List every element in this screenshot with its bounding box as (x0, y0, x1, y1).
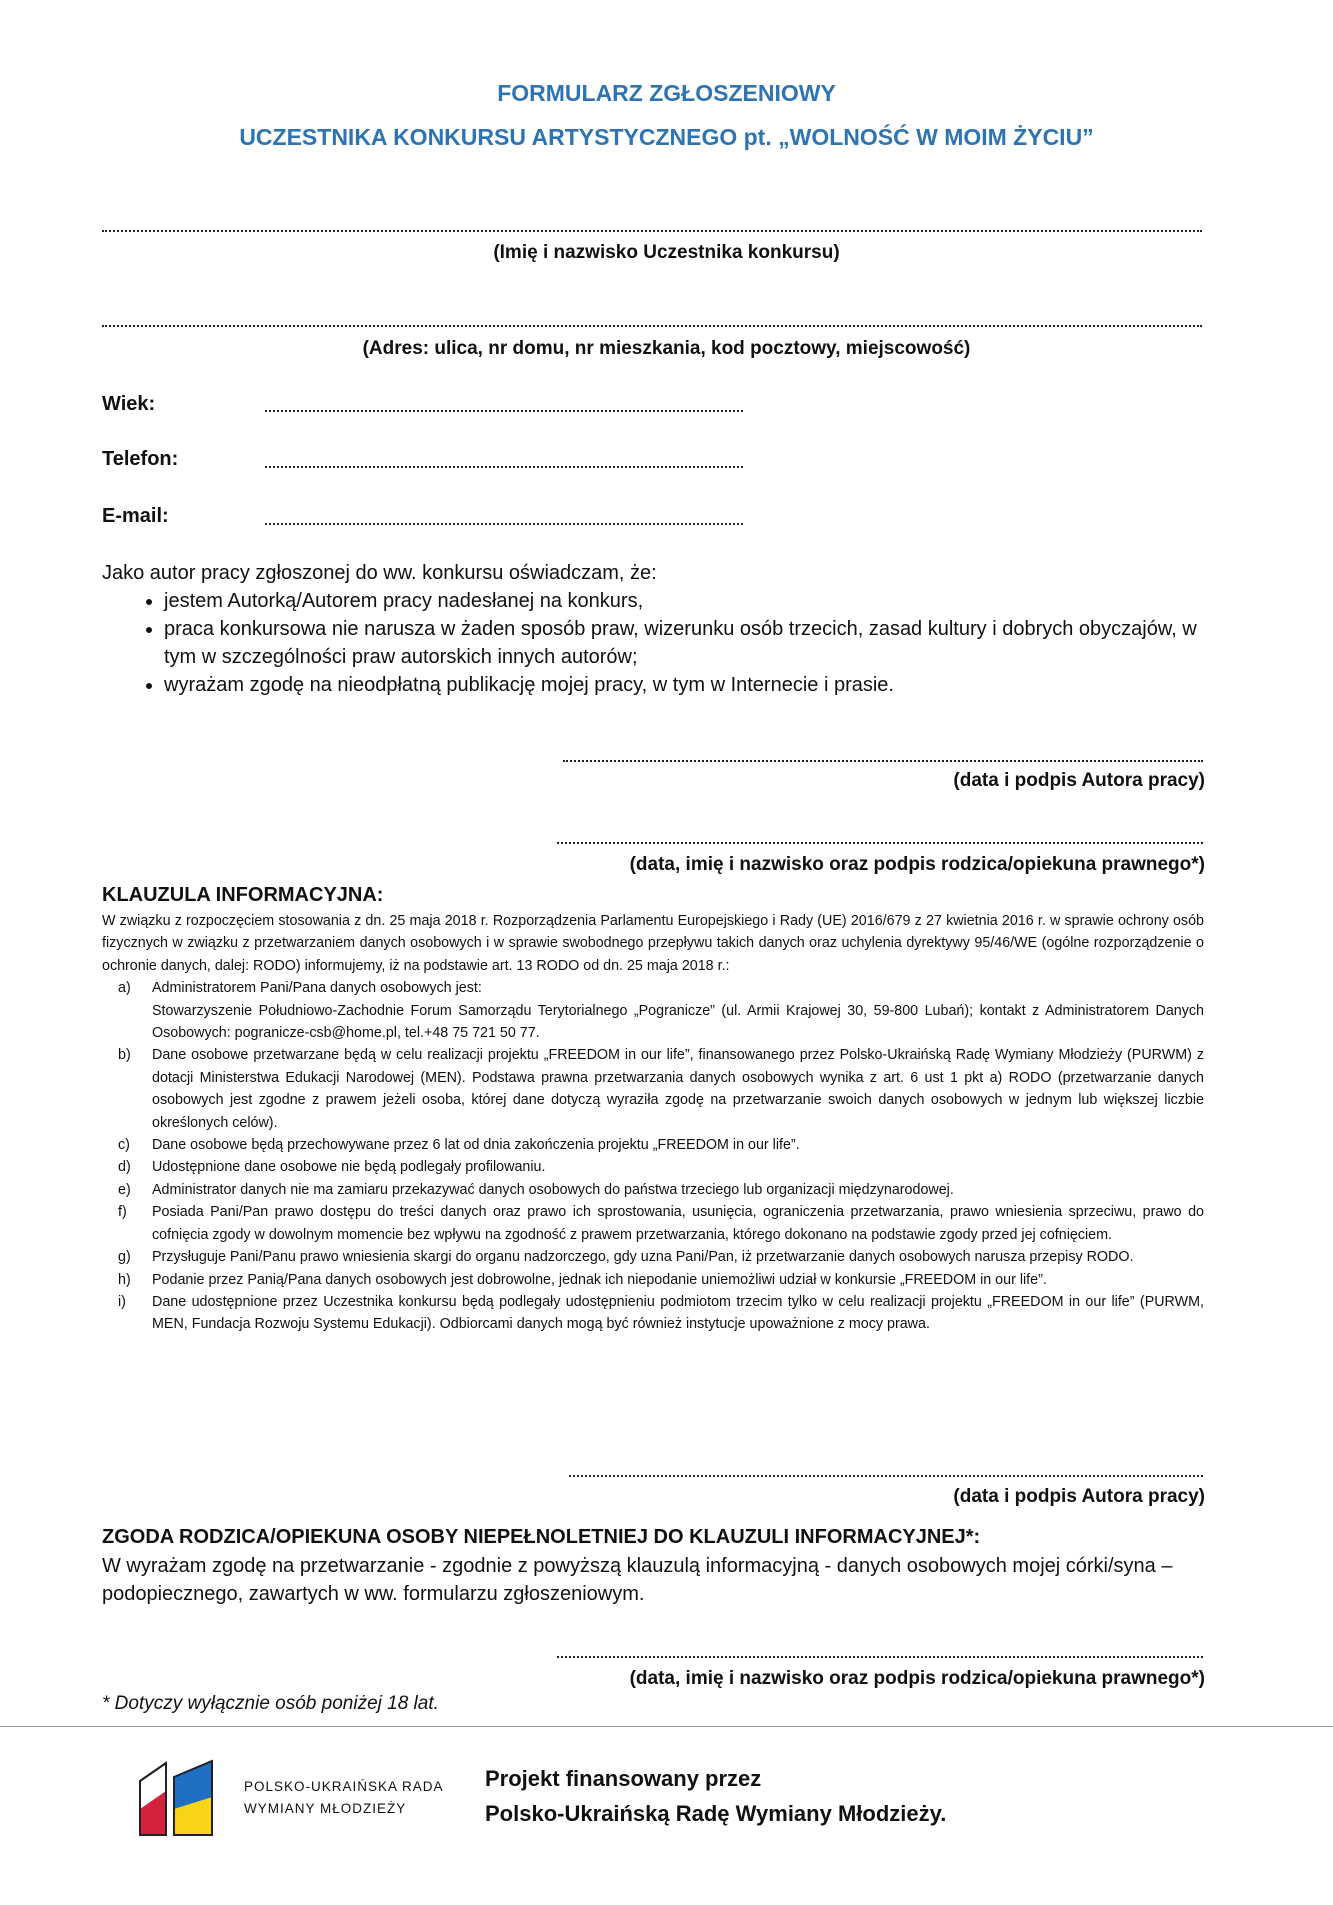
phone-input-line[interactable] (265, 466, 743, 468)
zgoda-title: ZGODA RODZICA/OPIEKUNA OSOBY NIEPEŁNOLETNIEJ DO KLAUZULI INFORMACYJNEJ*: (102, 1526, 981, 1548)
declaration (102, 559, 1212, 699)
age-input-line[interactable] (265, 410, 743, 412)
phone-label: Telefon: (102, 448, 179, 470)
klauzula-item-letter: b) (118, 1047, 131, 1064)
declaration-item: • praca konkursowa nie narusza w żaden sposób praw, wizerunku osób trzecich, zasad kultury i dobrych obyczajów, w tym w szczególności praw autorskich innych autorów; (164, 615, 1212, 671)
klauzula-item (102, 1269, 1204, 1291)
declaration-item: • wyrażam zgodę na nieodpłatną publikację mojej pracy, w tym w Internecie i prasie. (164, 671, 1212, 699)
klauzula-item (102, 1291, 1204, 1336)
klauzula-item-text: Podanie przez Panią/Pana danych osobowych jest dobrowolne, jednak ich niepodanie uniemożliwi udział w konkursie „FREEDOM in our life”. (152, 1271, 1047, 1288)
klauzula-item-letter: i) (118, 1293, 126, 1310)
email-input-line[interactable] (265, 523, 743, 525)
parent-signature-line[interactable] (557, 842, 1203, 844)
klauzula-item-text: Administrator danych nie ma zamiaru przekazywać danych osobowych do państwa trzeciego lub organizacji międzynarodowej. (152, 1181, 954, 1198)
parent-signature-caption-2: (data, imię i nazwisko oraz podpis rodzica/opiekuna prawnego*) (629, 1668, 1205, 1689)
author-signature-line-2[interactable] (569, 1475, 1203, 1477)
funding-note-line2: Polsko-Ukraińską Radę Wymiany Młodzieży. (485, 1801, 947, 1826)
org-name-line2: WYMIANY MŁODZIEŻY (244, 1801, 407, 1816)
klauzula-item-letter: c) (118, 1137, 130, 1154)
form-subtitle: UCZESTNIKA KONKURSU ARTYSTYCZNEGO pt. „WOLNOŚĆ W MOIM ŻYCIU” (239, 124, 1094, 150)
form-title: FORMULARZ ZGŁOSZENIOWY (497, 80, 836, 106)
address-input-line[interactable] (102, 325, 1202, 327)
parent-signature-line-2[interactable] (557, 1656, 1203, 1658)
parent-signature-caption: (data, imię i nazwisko oraz podpis rodzica/opiekuna prawnego*) (629, 854, 1205, 875)
klauzula-item (102, 1134, 1204, 1156)
name-input-line[interactable] (102, 230, 1202, 232)
name-caption: (Imię i nazwisko Uczestnika konkursu) (493, 242, 840, 263)
klauzula-item-text: Udostępnione dane osobowe nie będą podlegały profilowaniu. (152, 1159, 546, 1176)
klauzula-item-text: Stowarzyszenie Południowo-Zachodnie Forum Samorządu Terytorialnego „Pogranicze” (ul. Armii Krajowej 30, 59-800 Lubań); kontakt z Administratorem Danych Osobowych: pogranicze-csb@home.pl, tel.+48 75 721 50 77. (152, 1002, 1204, 1042)
klauzula-item-letter: d) (118, 1159, 131, 1176)
klauzula-item (102, 1246, 1204, 1268)
klauzula-item-letter: h) (118, 1271, 131, 1288)
klauzula-item-letter: e) (118, 1181, 131, 1198)
funding-note (485, 1761, 946, 1831)
footnote: * Dotyczy wyłącznie osób poniżej 18 lat. (102, 1693, 439, 1714)
purwm-logo (134, 1757, 218, 1841)
zgoda-text: W wyrażam zgodę na przetwarzanie - zgodnie z powyższą klauzulą informacyjną - danych osobowych mojej córki/syna – podopiecznego, zawartych w ww. formularzu zgłoszeniowym. (102, 1555, 1173, 1605)
klauzula-item-text: Przysługuje Pani/Panu prawo wniesienia skargi do organu nadzorczego, gdy uzna Pani/Pan, iż przetwarzanie danych osobowych narusza przepisy RODO. (152, 1249, 1134, 1266)
declaration-item: • jestem Autorką/Autorem pracy nadesłanej na konkurs, (164, 587, 1212, 615)
klauzula-item-letter: a) (118, 980, 131, 997)
org-name (244, 1776, 444, 1820)
klauzula-body (102, 910, 1204, 1336)
footer-divider (0, 1726, 1333, 1727)
klauzula-item-letter: f) (118, 1204, 127, 1221)
klauzula-title: KLAUZULA INFORMACYJNA: (102, 884, 384, 906)
klauzula-item (102, 1156, 1204, 1178)
author-signature-caption: (data i podpis Autora pracy) (953, 770, 1205, 791)
age-label: Wiek: (102, 393, 156, 415)
klauzula-item-letter: g) (118, 1249, 131, 1266)
klauzula-item-text: Dane udostępnione przez Uczestnika konkursu będą podlegały udostępnieniu podmiotom trzecim tylko w celu realizacji projektu „FREEDOM in our life” (PURWM, MEN, Fundacja Rozwoju Systemu Edukacji). Odbiorcami danych mogą być również instytucje upoważnione z mocy prawa. (152, 1293, 1204, 1333)
klauzula-item-text: Posiada Pani/Pan prawo dostępu do treści danych oraz prawo ich sprostowania, usunięcia, ograniczenia przetwarzania, prawo wniesienia sprzeciwu, prawo do cofnięcia zgody w dowolnym momencie bez wpływu na zgodność z prawem przetwarzania, którego dokonano na podstawie zgody przed jej cofnięciem. (152, 1204, 1204, 1243)
klauzula-item (102, 977, 1204, 1044)
klauzula-item-text: Administratorem Pani/Pana danych osobowych jest: (152, 980, 482, 997)
email-label: E-mail: (102, 505, 169, 527)
klauzula-intro: W związku z rozpoczęciem stosowania z dn. 25 maja 2018 r. Rozporządzenia Parlamentu Europejskiego i Rady (UE) 2016/679 z 27 kwietnia 2016 r. w sprawie ochrony osób fizycznych w związku z przetwarzaniem danych osobowych i w sprawie swobodnego przepływu takich danych oraz uchylenia dyrektywy 95/46/WE (ogólne rozporządzenie o ochronie danych, dalej: RODO) informujemy, iż na podstawie art. 13 RODO od dn. 25 maja 2018 r.: (102, 913, 1204, 974)
klauzula-item-text: Dane osobowe będą przechowywane przez 6 lat od dnia zakończenia projektu „FREEDOM in our life”. (152, 1137, 800, 1154)
funding-note-line1: Projekt finansowany przez (485, 1766, 762, 1791)
declaration-list (102, 587, 1212, 699)
author-signature-caption-2: (data i podpis Autora pracy) (953, 1486, 1205, 1507)
klauzula-item-text: Dane osobowe przetwarzane będą w celu realizacji projektu „FREEDOM in our life”, finansowanego przez Polsko-Ukraińską Radę Wymiany Młodzieży (PURWM) z dotacji Ministerstwa Edukacji Narodowej (MEN). Podstawa prawna przetwarzania danych osobowych wynika z art. 6 ust 1 pkt a) RODO (przetwarzanie danych osobowych jest zgodne z prawem jeżeli osoba, której dane dotyczą wyraziła zgodę na przetwarzanie swoich danych osobowych w jednym lub większej liczbie określonych celów). (152, 1047, 1204, 1131)
klauzula-item (102, 1044, 1204, 1134)
klauzula-item (102, 1201, 1204, 1246)
declaration-intro: Jako autor pracy zgłoszonej do ww. konkursu oświadczam, że: (102, 562, 657, 584)
klauzula-item (102, 1179, 1204, 1201)
author-signature-line[interactable] (563, 760, 1203, 762)
org-name-line1: POLSKO-UKRAIŃSKA RADA (244, 1779, 444, 1794)
address-caption: (Adres: ulica, nr domu, nr mieszkania, kod pocztowy, miejscowość) (362, 338, 971, 359)
